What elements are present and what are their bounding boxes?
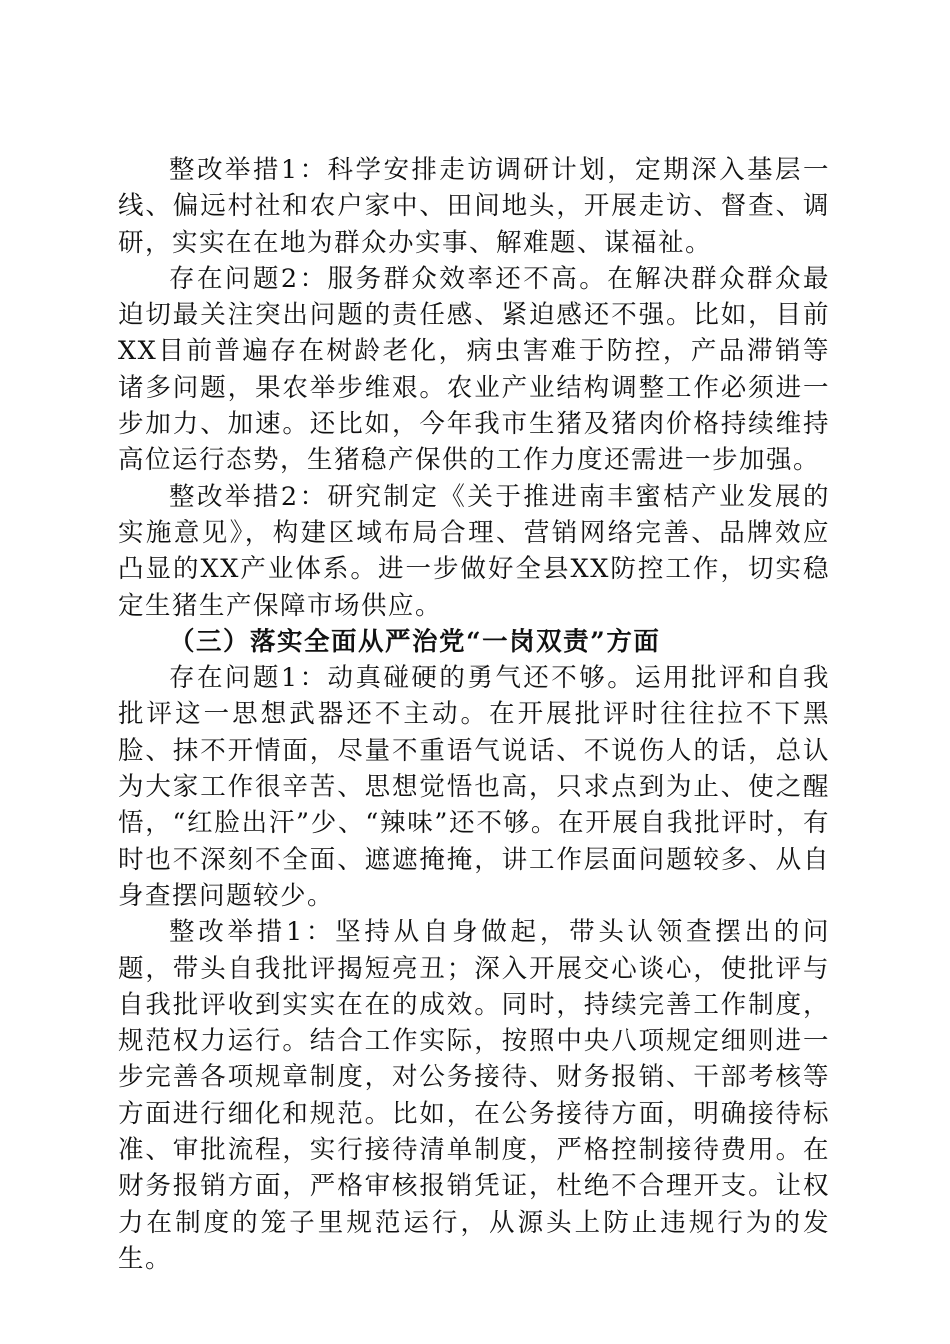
paragraph-problem-1: 存在问题1：动真碰硬的勇气还不够。运用批评和自我批评这一思想武器还不主动。在开展批评时往往拉不下黑脸、抹不开情面，尽量不重语气说话、不说伤人的话，总认为大家工作很辛苦、思想觉悟也高，只求点到为止、使之醒悟，“红脸出汗”少、“辣味”还不够。在开展自我批评时，有时也不深刻不全面、遮遮掩掩，讲工作层面问题较多、从自身查摆问题较少。: [118, 663, 830, 911]
paragraph-rectification-1-b: 整改举措1：坚持从自身做起，带头认领查摆出的问题，带头自我批评揭短亮丑；深入开展交心谈心，使批评与自我批评收到实实在在的成效。同时，持续完善工作制度，规范权力运行。结合工作实际，按照中央八项规定细则进一步完善各项规章制度，对公务接待、财务报销、干部考核等方面进行细化和规范。比如，在公务接待方面，明确接待标准、审批流程，实行接待清单制度，严格控制接待费用。在财务报销方面，严格审核报销凭证，杜绝不合理开支。让权力在制度的笼子里规范运行，从源头上防止违规行为的发生。: [118, 917, 830, 1274]
paragraph-rectification-1: 整改举措1：科学安排走访调研计划，定期深入基层一线、偏远村社和农户家中、田间地头，开展走访、督查、调研，实实在在地为群众办实事、解难题、谋福祉。: [118, 155, 830, 258]
paragraph-rectification-2: 整改举措2：研究制定《关于推进南丰蜜桔产业发展的实施意见》，构建区域布局合理、营销网络完善、品牌效应凸显的XX产业体系。进一步做好全县XX防控工作，切实稳定生猪生产保障市场供应。: [118, 481, 830, 621]
paragraph-problem-2: 存在问题2：服务群众效率还不高。在解决群众群众最迫切最关注突出问题的责任感、紧迫感还不强。比如，目前XX目前普遍存在树龄老化，病虫害难于防控，产品滞销等诸多问题，果农举步维艰。农业产业结构调整工作必须进一步加力、加速。还比如，今年我市生猪及猪肉价格持续维持高位运行态势，生猪稳产保供的工作力度还需进一步加强。: [118, 263, 830, 476]
section-heading: （三）落实全面从严治党“一岗双责”方面: [169, 626, 661, 657]
document-body: [118, 152, 830, 1277]
